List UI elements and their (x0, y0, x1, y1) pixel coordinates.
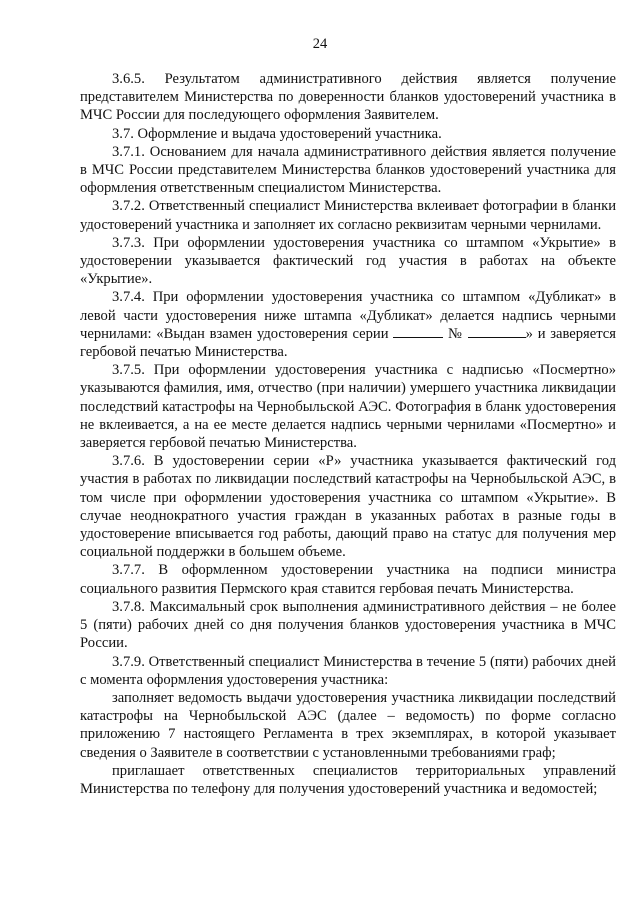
paragraph-3-7-1: 3.7.1. Основанием для начала административного действия является получение в МЧС России представителем Министерства бланков удостоверений участника для оформления ответственным специалистом Министерства. (80, 143, 616, 197)
paragraph-3-7-5: 3.7.5. При оформлении удостоверения участника с надписью «Посмертно» указываются фамилия, имя, отчество (при наличии) умершего участника ликвидации последствий катастрофы на Чернобыльской АЭС. Фотография в бланк удостоверения не вклеивается, а на ее месте делается надпись черными чернилами «Посмертно» и заверяется гербовой печатью Министерства. (80, 362, 616, 452)
number-sign: № (447, 325, 463, 342)
paragraph-3-7-8: 3.7.8. Максимальный срок выполнения административного действия – не более 5 (пяти) рабочих дней со дня получения бланков удостоверения участника в МЧС России. (80, 598, 616, 652)
paragraph-3-7-4 (80, 288, 616, 361)
paragraph-3-7-9-item-invite-specialists: приглашает ответственных специалистов территориальных управлений Министерства по телефону для получения удостоверений участника и ведомостей; (80, 762, 616, 797)
paragraph-3-7-7: 3.7.7. В оформленном удостоверении участника на подписи министра социального развития Пермского края ставится гербовая печать Министерства. (80, 562, 616, 597)
paragraph-3-7-9: 3.7.9. Ответственный специалист Министерства в течение 5 (пяти) рабочих дней с момента оформления удостоверения участника: (80, 653, 616, 688)
paragraph-3-6-5: 3.6.5. Результатом административного действия является получение представителем Министерства по доверенности бланков удостоверений участника в МЧС России для последующего оформления Заявителем. (80, 71, 616, 124)
page-number: 24 (312, 36, 328, 52)
series-blank-field (393, 325, 443, 338)
closing-quote: » (525, 325, 533, 342)
paragraph-3-7-4-text: 3.7.4. При оформлении удостоверения участника со штампом «Дубликат» в левой части удостоверения ниже штампа «Дубликат» делается надпись черными чернилами: «Выдан взамен удостоверения серии (80, 289, 616, 342)
number-blank-field (468, 325, 526, 338)
paragraph-3-7-3: 3.7.3. При оформлении удостоверения участника со штампом «Укрытие» в удостоверении указывается фактический год участия в работах на объекте «Укрытие». (80, 234, 616, 288)
paragraph-3-7-6: 3.7.6. В удостоверении серии «Р» участника указывается фактический год участия в работах по ликвидации последствий катастрофы на Чернобыльской АЭС, в том числе при оформлении удостоверения участника со штампом «Укрытие». В случае неоднократного участия граждан в указанных работах в разные годы в удостоверение вписывается год работы, дающий право на статус для получения мер социальной поддержки в большем объеме. (80, 453, 616, 561)
paragraph-3-7-4-ending: и заверяется гербовой печатью Министерства. (80, 325, 616, 361)
document-body (80, 70, 616, 798)
paragraph-3-7-2: 3.7.2. Ответственный специалист Министерства вклеивает фотографии в бланки удостоверений участника и заполняет их согласно реквизитам черными чернилами. (80, 198, 616, 233)
paragraph-3-7-9-item-fill-register: заполняет ведомость выдачи удостоверения участника ликвидации последствий катастрофы на Чернобыльской АЭС (далее – ведомость) по форме согласно приложению 7 настоящего Регламента в трех экземплярах, в которой указывает сведения о Заявителе в соответствии с установленными требованиями граф; (80, 689, 616, 761)
paragraph-3-7: 3.7. Оформление и выдача удостоверений участника. (112, 125, 442, 142)
